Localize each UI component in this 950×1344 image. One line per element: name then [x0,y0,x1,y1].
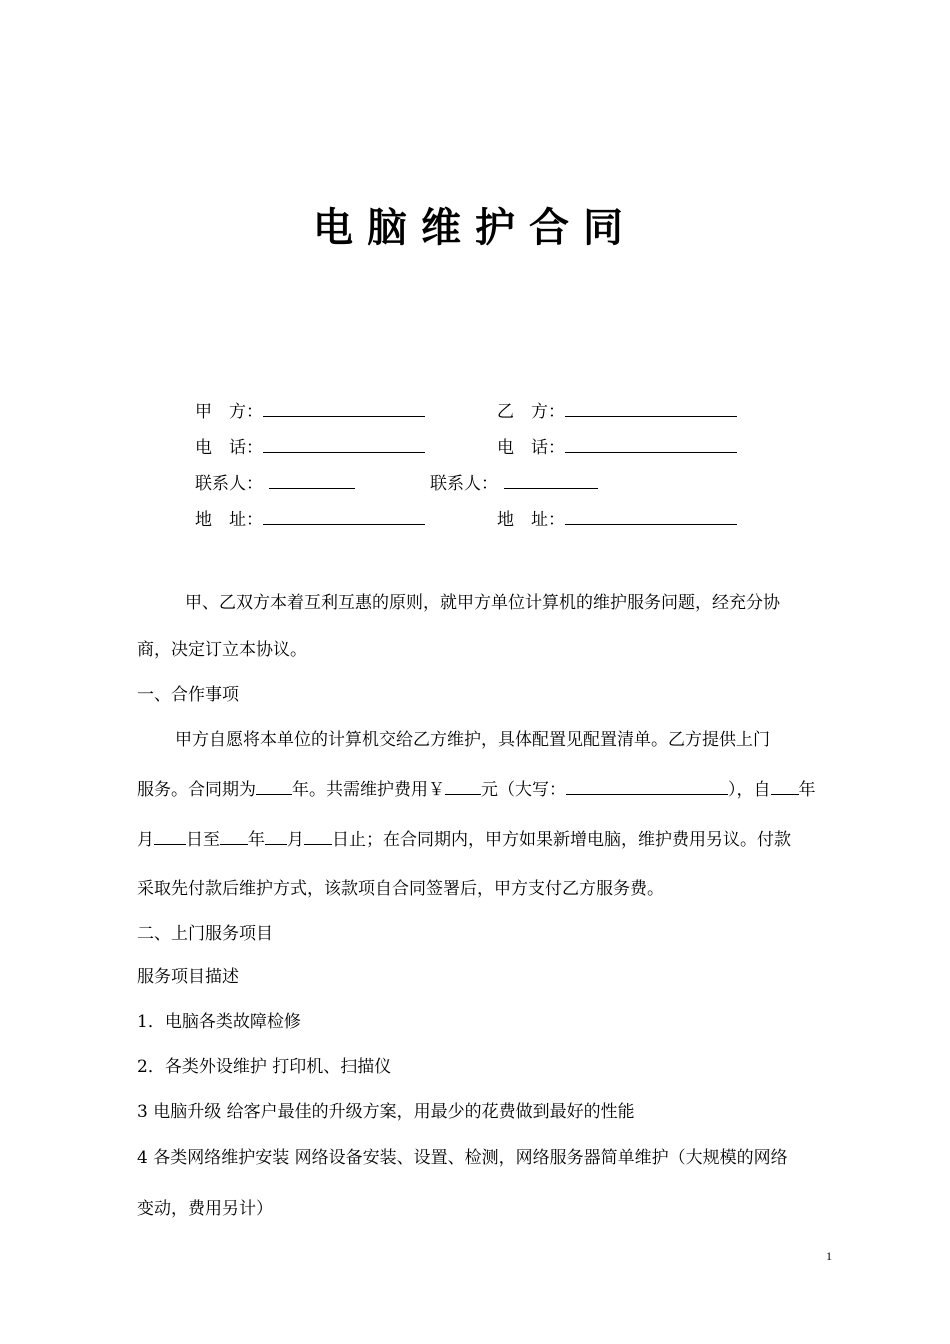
fee-text: 年。共需维护费用￥ [292,780,445,800]
page-number: 1 [826,1249,832,1263]
year-text: 年 [798,780,816,800]
service-item-2: 2．各类外设维护 打印机、扫描仪 [137,1057,392,1077]
contract-term-blank [256,776,292,795]
party-b-phone-label: 电 话： [497,438,565,458]
section-1-line-1: 甲方自愿将本单位的计算机交给乙方维护，具体配置见配置清单。乙方提供上门 [175,730,770,750]
month-text: 月 [137,830,154,850]
party-a-contact-blank [269,470,355,489]
end-day-blank [304,826,332,845]
service-item-4: 4 各类网络维护安装 网络设备安装、设置、检测，网络服务器简单维护（大规模的网络 [137,1148,788,1168]
party-a-address-row [195,506,425,532]
fee-words-text: 元（大写： [481,780,566,800]
party-a-name-blank [263,398,425,417]
party-b-name-row [497,398,737,424]
party-b-phone-blank [565,434,737,453]
party-b-contact-row [430,470,598,496]
fee-amount-blank [445,776,481,795]
day-to-text: 日至 [186,830,220,850]
section-1-line-4: 采取先付款后维护方式，该款项自合同签署后，甲方支付乙方服务费。 [137,879,664,899]
party-a-contact-row [195,470,355,496]
party-a-address-label: 地 址： [195,510,263,530]
party-b-address-row [497,506,737,532]
section-1-heading: 一、合作事项 [137,685,239,705]
document-title: 电脑维护合同 [313,205,637,251]
start-year-blank [771,776,799,795]
party-a-contact-label: 联系人： [195,474,263,494]
party-a-phone-blank [263,434,425,453]
service-item-1: 1．电脑各类故障检修 [137,1012,301,1032]
party-b-contact-blank [504,470,598,489]
party-b-name-blank [565,398,737,417]
section-2-heading: 二、上门服务项目 [137,924,273,944]
section-1-line-3 [137,826,839,853]
party-a-name-row [195,398,425,424]
service-description-heading: 服务项目描述 [137,967,239,987]
party-b-contact-label: 联系人： [430,474,498,494]
end-year-blank [220,826,248,845]
end-year-text: 年 [248,830,265,850]
party-b-address-label: 地 址： [497,510,565,530]
intro-line-2: 商，决定订立本协议。 [137,640,307,660]
party-a-label: 甲 方： [195,402,263,422]
party-b-address-blank [565,506,737,525]
party-a-phone-label: 电 话： [195,438,263,458]
party-b-label: 乙 方： [497,402,565,422]
start-text: ），自 [728,780,771,800]
party-a-address-blank [263,506,425,525]
intro-line-1: 甲、乙双方本着互利互惠的原则，就甲方单位计算机的维护服务问题，经充分协 [185,593,780,613]
service-item-3: 3 电脑升级 给客户最佳的升级方案，用最少的花费做到最好的性能 [137,1102,635,1122]
party-b-phone-row [497,434,737,460]
section-1-line-2 [137,776,839,803]
service-item-4-continued: 变动，费用另计） [137,1199,273,1219]
fee-words-blank [566,776,728,795]
end-month-text: 月 [287,830,304,850]
end-month-blank [265,826,287,845]
party-a-phone-row [195,434,425,460]
end-day-text: 日止；在合同期内，甲方如果新增电脑，维护费用另议。付款 [332,830,791,850]
start-month-blank [154,826,186,845]
contract-term-text: 服务。合同期为 [137,780,256,800]
